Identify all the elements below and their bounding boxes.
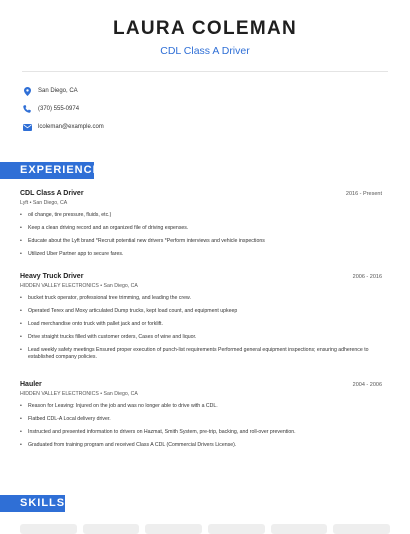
skill-pill: [208, 524, 265, 534]
job-dates: 2016 - Present: [345, 191, 382, 197]
job-meta: [20, 200, 382, 206]
bullet-item: • Load merchandise onto truck with pallet jack and or forklift.: [20, 321, 382, 328]
job-title: CDL Class A Driver: [20, 190, 84, 197]
job-location: San Diego, CA: [103, 391, 138, 397]
job-bullets: [20, 403, 382, 449]
job-location: San Diego, CA: [103, 283, 138, 289]
job-meta: [20, 283, 382, 289]
bullet-item: • Reason for Leaving: Injured on the job and was no longer able to drive with a CDL.: [20, 403, 382, 410]
candidate-name: LAURA COLEMAN: [112, 18, 297, 39]
section-skills-heading: SKILLS: [0, 495, 65, 512]
job-location: San Diego, CA: [32, 200, 68, 206]
job-bullets: [20, 295, 382, 361]
skill-pill: [83, 524, 140, 534]
meta-separator: •: [100, 391, 103, 397]
job-title: Hauler: [20, 381, 42, 388]
skill-pill: [271, 524, 328, 534]
phone-text: (370) 555-0974: [38, 106, 80, 112]
contact-phone: [22, 100, 410, 118]
job-head: [20, 273, 382, 280]
job-dates: 2006 - 2016: [352, 274, 382, 280]
job-company: HIDDEN VALLEY ELECTRONICS: [20, 391, 99, 397]
bullet-item: • Utilized Uber Partner app to secure fares.: [20, 251, 382, 258]
skill-pill: [333, 524, 390, 534]
job-head: [20, 190, 382, 197]
bullet-item: • bucket truck operator, professional tree trimming, and leading the crew.: [20, 295, 382, 302]
job-company: Lyft: [20, 200, 29, 206]
map-pin-icon: [22, 86, 32, 96]
skills-row: [20, 524, 390, 534]
email-text: lcoleman@example.com: [38, 124, 104, 130]
skill-pill: [20, 524, 77, 534]
phone-icon: [22, 104, 32, 114]
meta-separator: •: [29, 200, 32, 206]
envelope-icon: [22, 122, 32, 132]
job-dates: 2004 - 2006: [352, 382, 382, 388]
candidate-role: CDL Class A Driver: [160, 45, 250, 57]
job-entry: [20, 190, 382, 258]
skill-pill: [145, 524, 202, 534]
bullet-item: • Drive straight trucks filled with customer orders, Cases of wine and liquor.: [20, 334, 382, 341]
bullet-item: • Instructed and presented information to drivers on Hazmat, Smith System, pre-trip, backing, and roll-over prevention.: [20, 429, 382, 436]
job-entry: [20, 273, 382, 361]
job-company: HIDDEN VALLEY ELECTRONICS: [20, 283, 99, 289]
job-meta: [20, 391, 382, 397]
bullet-item: • Educate about the Lyft brand *Recruit potential new drivers *Perform interviews and vehicle inspections: [20, 238, 382, 245]
bullet-item: • Keep a clean driving record and an organized file of driving expenses.: [20, 225, 382, 232]
job-entry: [20, 381, 382, 449]
location-text: San Diego, CA: [38, 88, 78, 94]
meta-separator: •: [100, 283, 103, 289]
bullet-item: • Operated Terex and Moxy articulated Dump trucks, kept load count, and equipment upkeep: [20, 308, 382, 315]
contact-email: [22, 118, 410, 136]
contact-location: [22, 82, 410, 100]
job-head: [20, 381, 382, 388]
bullet-item: • Lead weekly safety meetings Ensured proper execution of punch-list requirements Performed general equipment inspections; ensuring adherence to established company policies.: [20, 347, 382, 361]
resume-header: [0, 0, 410, 57]
contact-list: [0, 72, 410, 136]
job-title: Heavy Truck Driver: [20, 273, 84, 280]
section-experience-heading: EXPERIENCE: [0, 162, 94, 179]
bullet-item: • oil change, tire pressure, fluids, etc.): [20, 212, 382, 219]
bullet-item: • Flatbed CDL-A Local delivery driver.: [20, 416, 382, 423]
bullet-item: • Graduated from training program and received Class A CDL (Commercial Drivers License).: [20, 442, 382, 449]
job-bullets: [20, 212, 382, 258]
